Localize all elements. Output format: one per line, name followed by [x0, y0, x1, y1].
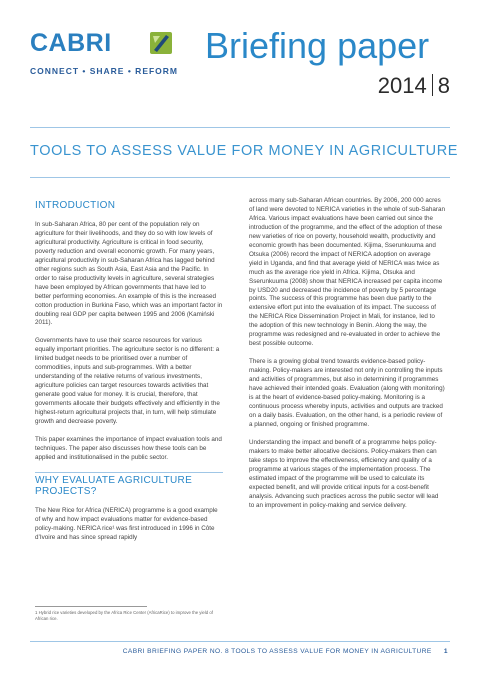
- footnote-rule: [35, 606, 147, 607]
- right-column: [249, 197, 445, 519]
- why-paragraph: The New Rice for Africa (NERICA) programme is a good example of why and how impact evaluations matter for evidence-based policy-making. NERICA rice¹ was first introduced in 1996 in Côte d’Ivoire and has since spread rapidly: [35, 506, 218, 541]
- title-rule-top: [30, 127, 450, 128]
- tagline: CONNECT • SHARE • REFORM: [30, 66, 179, 76]
- logo-text: CABRI: [30, 29, 112, 57]
- issue-divider: [432, 74, 433, 96]
- cabri-logo: [30, 30, 180, 86]
- document-title: TOOLS TO ASSESS VALUE FOR MONEY IN AGRICULTURE: [30, 143, 459, 159]
- issue-number: 8: [437, 73, 450, 98]
- title-rule-bottom: [30, 177, 450, 178]
- logo-mark-icon: [150, 32, 172, 54]
- left-column: [35, 200, 223, 552]
- right-paragraph-2: There is a growing global trend towards evidence-based policy-making. Policy-makers are interested not only in controlling the inputs and activities of programmes, but also in determining if programmes have achieved their intended goals. Evaluation (along with monitoring) is at the heart of evidence-based policy-making. Monitoring is a continuous process whereby inputs, activities and outputs are tracked on a daily basis. Evaluation, on the other hand, is a periodic review of a planned, ongoing or finished programme.: [249, 358, 445, 428]
- intro-paragraph-2: Governments have to use their scarce resources for various equally important priorities. The agriculture sector is no different: a limited budget needs to be prioritised over a number of commodities, inputs and sub-programmes. With a better understanding of the relative returns of various investments, agriculture policies can target resources towards activities that generate good value for money. It is crucial, therefore, that governments allocate their budgets effectively and efficiently in the highest-return agricultural projects that, in turn, will help stimulate growth and decrease poverty.: [35, 337, 220, 426]
- issue-year: 2014: [377, 73, 427, 98]
- issue-label: [378, 73, 450, 99]
- page-footer: [0, 648, 448, 655]
- footer-rule: [30, 641, 450, 642]
- why-heading: WHY EVALUATE AGRICULTURE PROJECTS?: [35, 472, 223, 497]
- footnote: 1 Hybrid rice varieties developed by the Africa Rice Center (AfricaRice) to improve the yield of African rice.: [35, 610, 213, 621]
- intro-paragraph-1: In sub-Saharan Africa, 80 per cent of the population rely on agriculture for their livelihoods, and they do so with low levels of agricultural productivity. Agriculture is critical in food security, poverty reduction and overall economic growth. For many years, agricultural productivity in sub-Saharan Africa has lagged behind other regions such as South Asia, East Asia and the Pacific. In order to raise productivity levels in agriculture, several strategies have been employed by African governments that have led to better performing economies. An example of this is the increased cotton production in Burkina Faso, which was an important factor in doubling real GDP per capita between 1995 and 2006 (Kamiński 2011).: [35, 221, 223, 327]
- right-paragraph-3: Understanding the impact and benefit of a programme helps policy-makers to make better allocative decisions. Policy-makers then can take steps to improve the effectiveness, efficiency and quality of a programme at various stages of the implementation process. The estimated impact of the programme will be used to calculate its expected benefit, and will provide critical inputs for a cost-benefit analysis. Advancing such practices across the public sector will lead to an improvement in policy-making and service delivery.: [249, 438, 439, 509]
- series-title: Briefing paper: [205, 25, 430, 66]
- right-paragraph-1: across many sub-Saharan African countries. By 2006, 200 000 acres of land were devoted to NERICA varieties in the whole of sub-Saharan Africa. Various impact evaluations have been carried out since the introduction of the programme, and the effect of the adoption of these new varieties of rice on poverty, household wealth, productivity and economic growth has been documented. Kijima, Sserunkuuma and Otsuka (2006) record the impact of NERICA adoption on average yield in Uganda, and find that average yield of NERICA was twice as much as the average rice yield in Africa. Kijima, Otsuka and Sserunkuuma (2008) show that NERICA increased per capita income by USD20 and decreased the incidence of poverty by 5 percentage points. The success of this programme has been due partly to the extensive effort put into the evaluation of its impact. The success of the NERICA Rice Dissemination Project in Mali, for instance, led to the adoption of this new technology in Benin. Along the way, the programme was redesigned and re-evaluated in order to achieve the best possible outcome.: [249, 197, 446, 348]
- page-number: 1: [443, 648, 448, 655]
- footer-subtitle: TOOLS TO ASSESS VALUE FOR MONEY IN AGRICULTURE: [231, 648, 432, 655]
- intro-paragraph-3: This paper examines the importance of impact evaluation tools and techniques. The paper also discusses how these tools can be applied and institutionalised in the public sector.: [35, 435, 222, 461]
- footer-title: CABRI BRIEFING PAPER NO. 8: [122, 648, 230, 655]
- intro-heading: INTRODUCTION: [35, 200, 116, 211]
